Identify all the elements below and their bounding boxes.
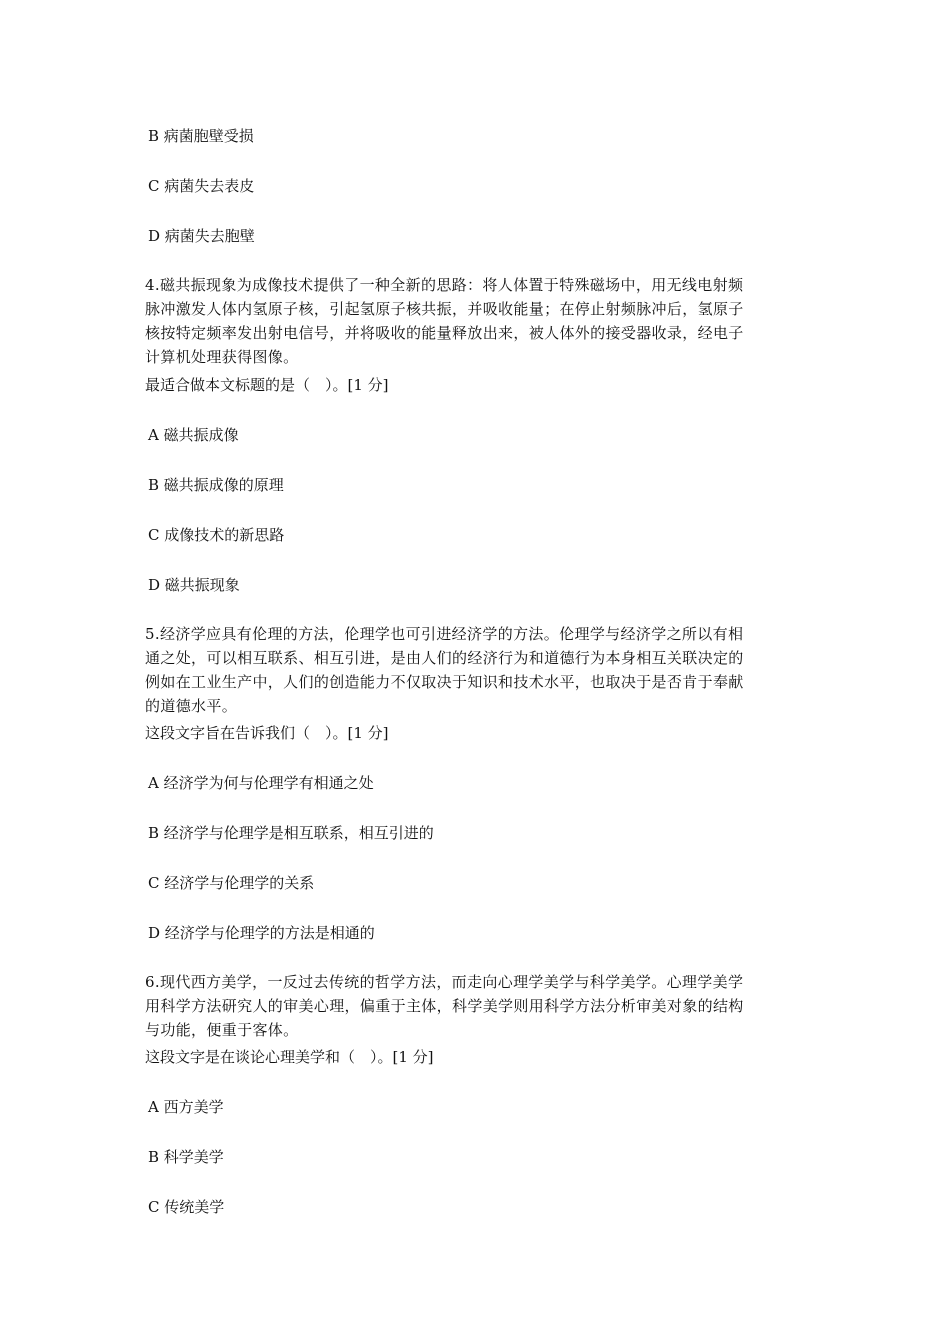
q6-stem-line: 用科学方法研究人的审美心理，偏重于主体，科学美学则用科学方法分析审美对象的结构 (145, 997, 744, 1015)
q4-stem (145, 273, 810, 369)
q3-option-c: C 病菌失去表皮 (148, 177, 255, 195)
q6-prompt: 这段文字是在谈论心理美学和（ ）。[1 分] (145, 1048, 434, 1066)
q5-stem-line: 的道德水平。 (145, 697, 238, 715)
q5-stem-line: 例如在工业生产中，人们的创造能力不仅取决于知识和技术水平，也取决于是否肯于奉献 (145, 673, 744, 691)
q6-option-c: C 传统美学 (148, 1198, 225, 1216)
q3-option-b: B 病菌胞壁受损 (148, 127, 254, 145)
q6-option-b: B 科学美学 (148, 1148, 224, 1166)
q4-prompt: 最适合做本文标题的是（ ）。[1 分] (145, 376, 389, 394)
q6-stem-line: 6.现代西方美学，一反过去传统的哲学方法，而走向心理学美学与科学美学。心理学美学 (145, 973, 744, 991)
q5-stem-line: 通之处，可以相互联系、相互引进，是由人们的经济行为和道德行为本身相互关联决定的 (145, 649, 744, 667)
q3-option-d: D 病菌失去胞壁 (148, 227, 255, 245)
q4-option-c: C 成像技术的新思路 (148, 526, 285, 544)
q5-option-d: D 经济学与伦理学的方法是相通的 (148, 924, 375, 942)
q5-stem-line: 5.经济学应具有伦理的方法，伦理学也可引进经济学的方法。伦理学与经济学之所以有相 (145, 625, 744, 643)
q4-option-a: A 磁共振成像 (148, 426, 239, 444)
q4-stem-line: 核按特定频率发出射电信号，并将吸收的能量释放出来，被人体外的接受器收录，经电子 (145, 324, 744, 342)
q5-prompt: 这段文字旨在告诉我们（ ）。[1 分] (145, 724, 389, 742)
q5-option-a: A 经济学为何与伦理学有相通之处 (148, 774, 374, 792)
q5-option-c: C 经济学与伦理学的关系 (148, 874, 315, 892)
q5-option-b: B 经济学与伦理学是相互联系，相互引进的 (148, 824, 434, 842)
q4-stem-line: 脉冲激发人体内氢原子核，引起氢原子核共振，并吸收能量；在停止射频脉冲后，氢原子 (145, 300, 744, 318)
q6-option-a: A 西方美学 (148, 1098, 224, 1116)
q6-stem (145, 970, 810, 1042)
q4-stem-line: 4.磁共振现象为成像技术提供了一种全新的思路：将人体置于特殊磁场中，用无线电射频 (145, 276, 744, 294)
q4-stem-line: 计算机处理获得图像。 (145, 348, 299, 366)
q4-option-b: B 磁共振成像的原理 (148, 476, 284, 494)
q4-option-d: D 磁共振现象 (148, 576, 240, 594)
q5-stem (145, 622, 810, 718)
q6-stem-line: 与功能，便重于客体。 (145, 1021, 299, 1039)
